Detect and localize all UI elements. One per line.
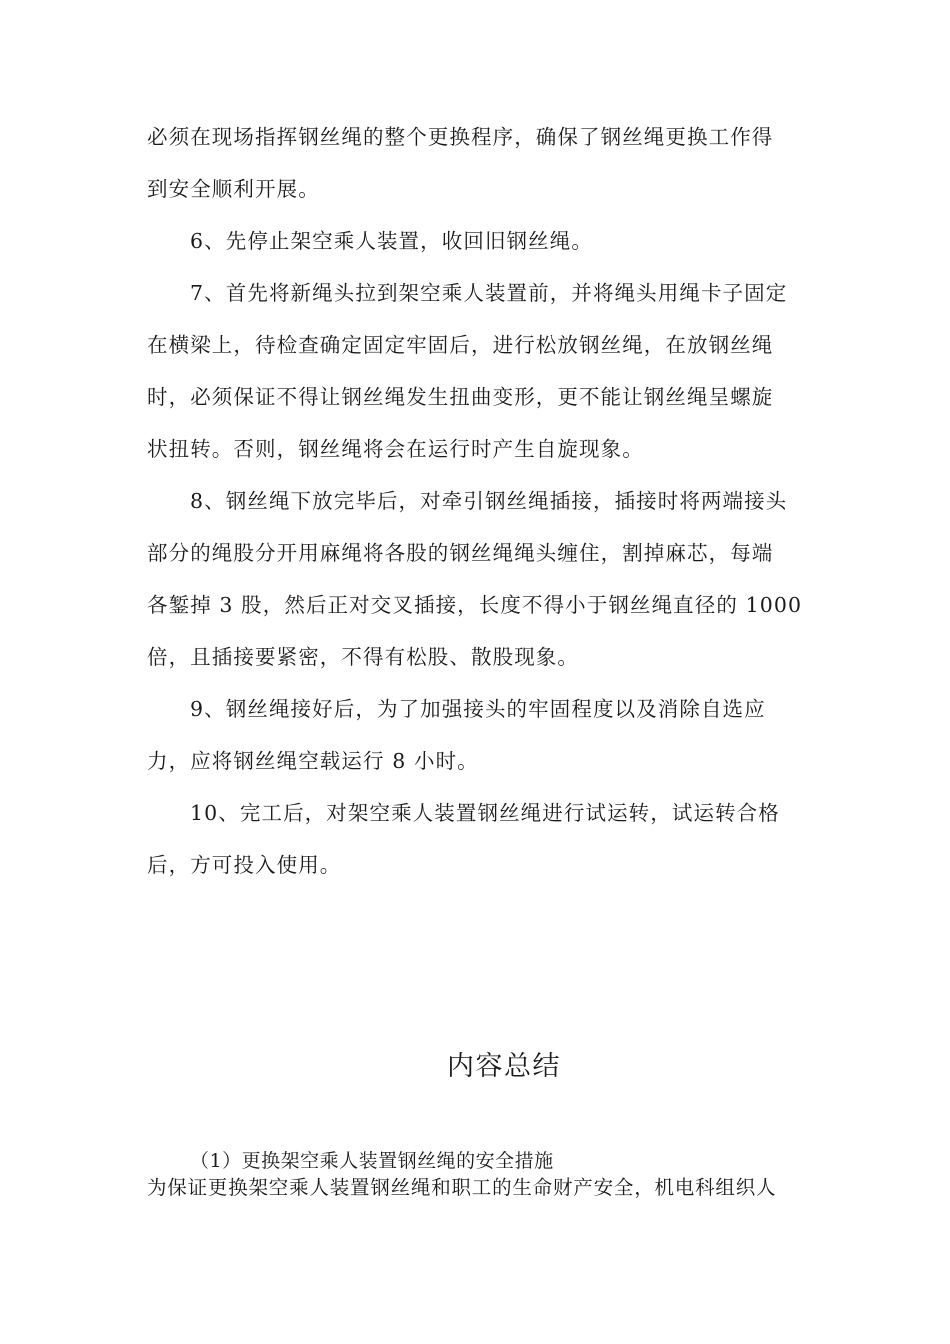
- text-line: 10、完工后，对架空乘人装置钢丝绳进行试运转，试运转合格: [190, 801, 780, 825]
- text-line: 倍，且插接要紧密，不得有松股、散股现象。: [147, 645, 579, 669]
- body-text: [147, 111, 807, 891]
- paragraph-step-6: [147, 215, 807, 267]
- text-line: 8、钢丝绳下放完毕后，对牵引钢丝绳插接，插接时将两端接头: [190, 489, 788, 513]
- paragraph-step-9: [147, 683, 807, 787]
- paragraph-step-7: [147, 267, 807, 475]
- text-line: 必须在现场指挥钢丝绳的整个更换程序，确保了钢丝绳更换工作得: [147, 125, 774, 149]
- paragraph-continuation: [147, 111, 807, 215]
- text-line: 部分的绳股分开用麻绳将各股的钢丝绳绳头缠住，割掉麻芯，每端: [147, 541, 774, 565]
- text-line: 时，必须保证不得让钢丝绳发生扭曲变形，更不能让钢丝绳呈螺旋: [147, 385, 774, 409]
- summary-body: 为保证更换架空乘人装置钢丝绳和职工的生命财产安全，机电科组织人: [147, 1176, 777, 1199]
- text-line: 状扭转。否则，钢丝绳将会在运行时产生自旋现象。: [147, 437, 644, 461]
- summary-heading: （1）更换架空乘人装置钢丝绳的安全措施: [190, 1150, 554, 1172]
- summary-title: 内容总结: [447, 1051, 561, 1082]
- paragraph-step-10: [147, 787, 807, 891]
- text-line: 到安全顺利开展。: [147, 177, 320, 201]
- text-line: 9、钢丝绳接好后，为了加强接头的牢固程度以及消除自选应: [190, 697, 766, 721]
- text-line: 在横梁上，待检查确定固定牢固后，进行松放钢丝绳，在放钢丝绳: [147, 333, 774, 357]
- text-line: 6、先停止架空乘人装置，收回旧钢丝绳。: [190, 229, 593, 253]
- text-line: 各錾掉 3 股，然后正对交叉插接，长度不得小于钢丝绳直径的 1000: [147, 593, 803, 617]
- text-line: 后，方可投入使用。: [147, 853, 342, 877]
- text-line: 力，应将钢丝绳空载运行 8 小时。: [147, 749, 479, 773]
- paragraph-step-8: [147, 475, 807, 683]
- text-line: 7、首先将新绳头拉到架空乘人装置前，并将绳头用绳卡子固定: [190, 281, 788, 305]
